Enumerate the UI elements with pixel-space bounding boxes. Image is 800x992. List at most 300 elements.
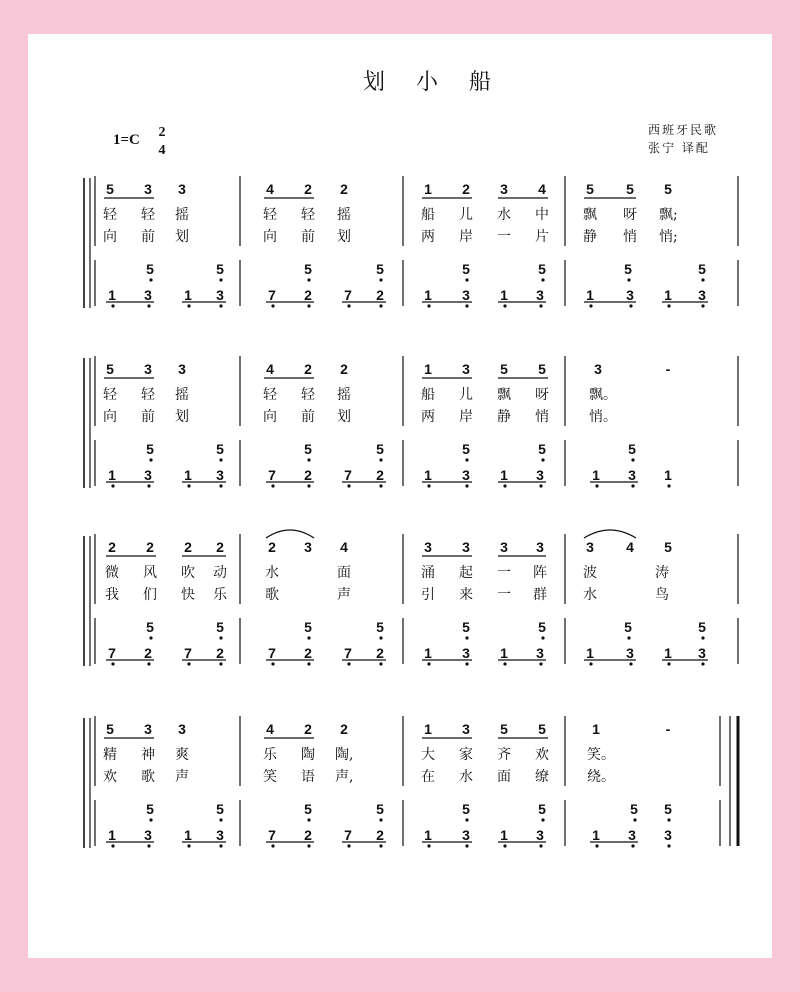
octave-dot-below xyxy=(271,304,274,307)
melody-note: 5 xyxy=(664,181,672,197)
bass-upper-note: 5 xyxy=(216,441,224,457)
lyric-verse2: 水 xyxy=(459,769,473,785)
melody-note: 1 xyxy=(424,721,432,737)
lyric-verse1: 轻 xyxy=(301,387,315,403)
score-sheet xyxy=(28,34,772,958)
bass-upper-note: 5 xyxy=(216,261,224,277)
bass-note: 3 xyxy=(536,827,544,843)
lyric-verse1: 摇 xyxy=(337,387,351,403)
octave-dot-below xyxy=(307,662,310,665)
lyric-verse2: 前 xyxy=(141,229,155,245)
lyric-verse2: 笑 xyxy=(263,769,277,785)
bass-note: 3 xyxy=(536,287,544,303)
bass-note: 2 xyxy=(376,287,384,303)
melody-note: 5 xyxy=(586,181,594,197)
bass-note: 3 xyxy=(628,467,636,483)
bass-note: 2 xyxy=(376,467,384,483)
bass-note: 3 xyxy=(462,287,470,303)
octave-dot-below xyxy=(503,304,506,307)
octave-dot-below xyxy=(589,662,592,665)
octave-dot-below xyxy=(629,662,632,665)
octave-dot-below xyxy=(465,818,468,821)
lyric-verse2: 向 xyxy=(263,229,277,245)
octave-dot-below xyxy=(539,662,542,665)
lyric-verse1: 轻 xyxy=(301,207,315,223)
melody-note: 2 xyxy=(184,539,192,555)
octave-dot-below xyxy=(541,636,544,639)
lyric-verse1: 轻 xyxy=(263,387,277,403)
melody-note: 3 xyxy=(586,539,594,555)
bass-upper-note: 5 xyxy=(462,619,470,635)
lyric-verse2: 划 xyxy=(337,229,351,245)
lyric-verse2: 鸟 xyxy=(655,587,669,603)
bass-note: 3 xyxy=(216,287,224,303)
octave-dot-below xyxy=(379,458,382,461)
octave-dot-below xyxy=(541,818,544,821)
octave-dot-below xyxy=(503,484,506,487)
bass-note: 2 xyxy=(304,645,312,661)
lyric-verse2: 群 xyxy=(533,587,547,603)
melody-note: 3 xyxy=(462,361,470,377)
octave-dot-below xyxy=(667,844,670,847)
lyric-verse2: 语 xyxy=(301,769,315,785)
lyric-verse2: 两 xyxy=(421,229,435,245)
bass-note: 3 xyxy=(698,645,706,661)
lyric-verse2: 前 xyxy=(301,229,315,245)
octave-dot-below xyxy=(187,304,190,307)
song-title: 划 小 船 xyxy=(363,70,503,95)
octave-dot-below xyxy=(541,458,544,461)
melody-note: 3 xyxy=(144,181,152,197)
lyric-verse1: 飘 xyxy=(497,387,511,403)
lyric-verse2: 面 xyxy=(497,769,511,785)
octave-dot-below xyxy=(465,484,468,487)
bass-note: 3 xyxy=(536,645,544,661)
melody-note: 3 xyxy=(500,539,508,555)
octave-dot-below xyxy=(379,304,382,307)
slur-arc xyxy=(266,530,314,538)
lyric-verse2: 一 xyxy=(497,229,511,245)
melody-note: 5 xyxy=(538,721,546,737)
bass-upper-note: 5 xyxy=(304,801,312,817)
lyric-verse2: 向 xyxy=(263,409,277,425)
bass-upper-note: 5 xyxy=(538,801,546,817)
bass-note: 1 xyxy=(424,467,432,483)
octave-dot-below xyxy=(307,484,310,487)
bass-upper-note: 5 xyxy=(304,441,312,457)
octave-dot-below xyxy=(627,636,630,639)
octave-dot-below xyxy=(629,304,632,307)
octave-dot-below xyxy=(633,818,636,821)
bass-upper-note: 5 xyxy=(146,619,154,635)
melody-note: 3 xyxy=(462,721,470,737)
bass-note: 7 xyxy=(268,827,276,843)
bass-note: 1 xyxy=(184,827,192,843)
melody-note: 2 xyxy=(304,721,312,737)
octave-dot-below xyxy=(307,844,310,847)
lyric-verse2: 岸 xyxy=(459,409,473,425)
lyric-verse1: 陶, xyxy=(335,747,354,763)
octave-dot-below xyxy=(427,844,430,847)
lyric-verse1: 乐 xyxy=(263,747,277,763)
octave-dot-below xyxy=(631,844,634,847)
bass-note: 3 xyxy=(664,827,672,843)
octave-dot-below xyxy=(347,484,350,487)
bass-upper-note: 5 xyxy=(304,261,312,277)
bass-upper-note: 5 xyxy=(664,801,672,817)
bass-note: 2 xyxy=(304,827,312,843)
lyric-verse1: 飘。 xyxy=(589,387,617,403)
octave-dot-below xyxy=(667,304,670,307)
bass-note: 2 xyxy=(304,287,312,303)
octave-dot-below xyxy=(187,662,190,665)
octave-dot-below xyxy=(347,304,350,307)
lyric-verse2: 来 xyxy=(459,587,473,603)
lyric-verse1: 一 xyxy=(497,565,511,581)
lyric-verse2: 歌 xyxy=(265,587,279,603)
melody-note: 4 xyxy=(266,361,274,377)
bass-note: 1 xyxy=(664,467,672,483)
melody-note: 3 xyxy=(144,361,152,377)
octave-dot-below xyxy=(147,662,150,665)
bass-note: 1 xyxy=(108,287,116,303)
octave-dot-below xyxy=(379,818,382,821)
melody-note: 2 xyxy=(340,361,348,377)
bass-note: 3 xyxy=(216,827,224,843)
lyric-verse1: 笑。 xyxy=(587,747,615,763)
lyric-verse1: 吹 xyxy=(181,565,195,581)
bass-note: 1 xyxy=(108,827,116,843)
octave-dot-below xyxy=(667,818,670,821)
bass-note: 3 xyxy=(628,827,636,843)
bass-upper-note: 5 xyxy=(216,619,224,635)
melody-note: 1 xyxy=(424,361,432,377)
octave-dot-below xyxy=(149,278,152,281)
bass-note: 1 xyxy=(500,645,508,661)
lyric-verse1: 轻 xyxy=(103,387,117,403)
melody-note: 5 xyxy=(106,181,114,197)
bass-note: 3 xyxy=(626,287,634,303)
melody-note: 5 xyxy=(106,361,114,377)
lyric-verse1: 轻 xyxy=(141,387,155,403)
lyric-verse2: 悄 xyxy=(623,229,637,245)
octave-dot-below xyxy=(595,484,598,487)
lyric-verse2: 岸 xyxy=(459,229,473,245)
octave-dot-below xyxy=(219,278,222,281)
bass-note: 7 xyxy=(344,827,352,843)
octave-dot-below xyxy=(379,662,382,665)
melody-note: 5 xyxy=(500,361,508,377)
octave-dot-below xyxy=(149,818,152,821)
bass-note: 1 xyxy=(424,287,432,303)
bass-note: 1 xyxy=(424,645,432,661)
bass-note: 7 xyxy=(344,287,352,303)
lyric-verse1: 轻 xyxy=(103,207,117,223)
bass-note: 1 xyxy=(500,827,508,843)
octave-dot-below xyxy=(307,304,310,307)
lyric-verse1: 阵 xyxy=(533,565,547,581)
staff-lines xyxy=(28,34,772,958)
lyric-verse1: 涛 xyxy=(655,565,669,581)
octave-dot-below xyxy=(465,844,468,847)
bass-note: 1 xyxy=(664,287,672,303)
lyric-verse1: 家 xyxy=(459,747,473,763)
octave-dot-below xyxy=(539,484,542,487)
melody-note: - xyxy=(665,721,671,737)
octave-dot-below xyxy=(667,484,670,487)
melody-note: 3 xyxy=(178,181,186,197)
lyric-verse1: 涌 xyxy=(421,565,435,581)
bass-note: 2 xyxy=(216,645,224,661)
octave-dot-below xyxy=(187,844,190,847)
octave-dot-below xyxy=(111,484,114,487)
slur-arc xyxy=(584,530,636,538)
melody-note: 3 xyxy=(536,539,544,555)
lyric-verse1: 摇 xyxy=(337,207,351,223)
lyric-verse1: 轻 xyxy=(263,207,277,223)
arranger-credit: 张宁 译配 xyxy=(648,141,710,155)
bass-note: 1 xyxy=(108,467,116,483)
lyric-verse1: 齐 xyxy=(497,747,511,763)
melody-note: 5 xyxy=(626,181,634,197)
melody-note: 5 xyxy=(664,539,672,555)
melody-note: 5 xyxy=(538,361,546,377)
octave-dot-below xyxy=(631,458,634,461)
lyric-verse1: 轻 xyxy=(141,207,155,223)
lyric-verse1: 船 xyxy=(421,387,435,403)
melody-note: 3 xyxy=(594,361,602,377)
melody-note: 1 xyxy=(424,181,432,197)
melody-note: 2 xyxy=(108,539,116,555)
octave-dot-below xyxy=(219,818,222,821)
lyric-verse1: 神 xyxy=(141,747,155,763)
bass-note: 1 xyxy=(586,645,594,661)
bass-upper-note: 5 xyxy=(462,801,470,817)
bass-upper-note: 5 xyxy=(628,441,636,457)
bass-note: 1 xyxy=(184,467,192,483)
melody-note: 2 xyxy=(216,539,224,555)
lyric-verse2: 划 xyxy=(175,409,189,425)
octave-dot-below xyxy=(631,484,634,487)
lyric-verse2: 声, xyxy=(335,769,354,785)
octave-dot-below xyxy=(465,458,468,461)
lyric-verse1: 呀 xyxy=(535,387,549,403)
octave-dot-below xyxy=(701,278,704,281)
lyric-verse1: 波 xyxy=(583,565,597,581)
melody-note: 3 xyxy=(500,181,508,197)
octave-dot-below xyxy=(149,636,152,639)
bass-upper-note: 5 xyxy=(462,441,470,457)
melody-note: 2 xyxy=(268,539,276,555)
bass-note: 7 xyxy=(184,645,192,661)
bass-upper-note: 5 xyxy=(462,261,470,277)
bass-note: 7 xyxy=(108,645,116,661)
bass-note: 3 xyxy=(462,645,470,661)
bass-upper-note: 5 xyxy=(630,801,638,817)
melody-note: 2 xyxy=(146,539,154,555)
lyric-verse2: 静 xyxy=(583,229,597,245)
lyric-verse1: 中 xyxy=(535,207,549,223)
lyric-verse2: 前 xyxy=(141,409,155,425)
lyric-verse2: 缭 xyxy=(535,769,549,785)
lyric-verse2: 向 xyxy=(103,229,117,245)
octave-dot-below xyxy=(147,304,150,307)
octave-dot-below xyxy=(541,278,544,281)
bass-note: 3 xyxy=(144,467,152,483)
melody-note: 3 xyxy=(144,721,152,737)
octave-dot-below xyxy=(465,636,468,639)
bass-note: 7 xyxy=(344,467,352,483)
bass-note: 3 xyxy=(462,827,470,843)
octave-dot-below xyxy=(219,636,222,639)
bass-upper-note: 5 xyxy=(376,801,384,817)
octave-dot-below xyxy=(271,662,274,665)
lyric-verse2: 悄。 xyxy=(589,409,617,425)
bass-upper-note: 5 xyxy=(376,261,384,277)
bass-note: 2 xyxy=(376,827,384,843)
lyric-verse2: 片 xyxy=(535,229,549,245)
bass-note: 7 xyxy=(344,645,352,661)
octave-dot-below xyxy=(503,844,506,847)
octave-dot-below xyxy=(307,458,310,461)
time-signature-bottom: 4 xyxy=(158,143,166,158)
melody-note: 5 xyxy=(106,721,114,737)
lyric-verse2: 前 xyxy=(301,409,315,425)
bass-note: 3 xyxy=(462,467,470,483)
time-signature-top: 2 xyxy=(158,125,166,140)
octave-dot-below xyxy=(503,662,506,665)
melody-note: 4 xyxy=(266,721,274,737)
octave-dot-below xyxy=(347,662,350,665)
melody-note: 3 xyxy=(462,539,470,555)
bass-note: 3 xyxy=(536,467,544,483)
octave-dot-below xyxy=(379,278,382,281)
octave-dot-below xyxy=(219,662,222,665)
bass-note: 1 xyxy=(424,827,432,843)
lyric-verse1: 微 xyxy=(105,565,119,581)
octave-dot-below xyxy=(465,304,468,307)
lyric-verse1: 起 xyxy=(459,565,473,581)
lyric-verse1: 精 xyxy=(103,747,117,763)
lyric-verse1: 面 xyxy=(337,565,351,581)
lyric-verse1: 水 xyxy=(265,565,279,581)
melody-note: - xyxy=(665,361,671,377)
octave-dot-below xyxy=(595,844,598,847)
bass-note: 2 xyxy=(304,467,312,483)
lyric-verse1: 摇 xyxy=(175,387,189,403)
bass-upper-note: 5 xyxy=(698,619,706,635)
octave-dot-below xyxy=(465,278,468,281)
octave-dot-below xyxy=(379,484,382,487)
bass-upper-note: 5 xyxy=(304,619,312,635)
octave-dot-below xyxy=(347,844,350,847)
bass-upper-note: 5 xyxy=(146,801,154,817)
lyric-verse2: 快 xyxy=(181,587,195,603)
lyric-verse1: 飘; xyxy=(659,207,678,223)
octave-dot-below xyxy=(701,304,704,307)
lyric-verse1: 船 xyxy=(421,207,435,223)
bass-upper-note: 5 xyxy=(538,261,546,277)
lyric-verse1: 大 xyxy=(421,747,435,763)
lyric-verse1: 水 xyxy=(497,207,511,223)
octave-dot-below xyxy=(667,662,670,665)
lyric-verse1: 动 xyxy=(213,565,227,581)
lyric-verse2: 乐 xyxy=(213,587,227,603)
lyric-verse1: 欢 xyxy=(535,747,549,763)
octave-dot-below xyxy=(379,636,382,639)
bass-upper-note: 5 xyxy=(376,441,384,457)
lyric-verse2: 歌 xyxy=(141,769,155,785)
lyric-verse2: 静 xyxy=(497,409,511,425)
lyric-verse1: 儿 xyxy=(459,387,473,403)
bass-note: 1 xyxy=(592,467,600,483)
melody-note: 3 xyxy=(178,721,186,737)
melody-note: 1 xyxy=(592,721,600,737)
bass-upper-note: 5 xyxy=(698,261,706,277)
octave-dot-below xyxy=(427,484,430,487)
octave-dot-below xyxy=(111,304,114,307)
lyric-verse1: 摇 xyxy=(175,207,189,223)
bass-note: 1 xyxy=(592,827,600,843)
lyric-verse2: 我 xyxy=(105,587,119,603)
octave-dot-below xyxy=(307,818,310,821)
lyric-verse2: 向 xyxy=(103,409,117,425)
lyric-verse2: 悄; xyxy=(659,229,678,245)
bass-note: 7 xyxy=(268,645,276,661)
bass-note: 1 xyxy=(500,467,508,483)
melody-note: 4 xyxy=(340,539,348,555)
bass-note: 3 xyxy=(144,827,152,843)
octave-dot-below xyxy=(219,484,222,487)
octave-dot-below xyxy=(701,636,704,639)
octave-dot-below xyxy=(307,278,310,281)
octave-dot-below xyxy=(149,458,152,461)
lyric-verse1: 爽 xyxy=(175,747,189,763)
bass-note: 1 xyxy=(586,287,594,303)
octave-dot-below xyxy=(147,484,150,487)
lyric-verse2: 悄 xyxy=(535,409,549,425)
bass-note: 1 xyxy=(664,645,672,661)
bass-note: 3 xyxy=(698,287,706,303)
lyric-verse1: 飘 xyxy=(583,207,597,223)
key-signature: 1=C xyxy=(113,132,140,148)
melody-note: 2 xyxy=(340,181,348,197)
melody-note: 3 xyxy=(424,539,432,555)
octave-dot-below xyxy=(427,304,430,307)
bass-upper-note: 5 xyxy=(538,441,546,457)
bass-note: 2 xyxy=(376,645,384,661)
octave-dot-below xyxy=(539,844,542,847)
melody-note: 4 xyxy=(266,181,274,197)
lyric-verse1: 儿 xyxy=(459,207,473,223)
bass-upper-note: 5 xyxy=(216,801,224,817)
bass-note: 3 xyxy=(144,287,152,303)
octave-dot-below xyxy=(219,304,222,307)
melody-note: 5 xyxy=(500,721,508,737)
octave-dot-below xyxy=(271,844,274,847)
octave-dot-below xyxy=(589,304,592,307)
octave-dot-below xyxy=(465,662,468,665)
octave-dot-below xyxy=(307,636,310,639)
octave-dot-below xyxy=(379,844,382,847)
bass-upper-note: 5 xyxy=(376,619,384,635)
lyric-verse2: 划 xyxy=(175,229,189,245)
octave-dot-below xyxy=(271,484,274,487)
octave-dot-below xyxy=(627,278,630,281)
bass-upper-note: 5 xyxy=(624,619,632,635)
melody-note: 2 xyxy=(304,181,312,197)
lyric-verse2: 两 xyxy=(421,409,435,425)
